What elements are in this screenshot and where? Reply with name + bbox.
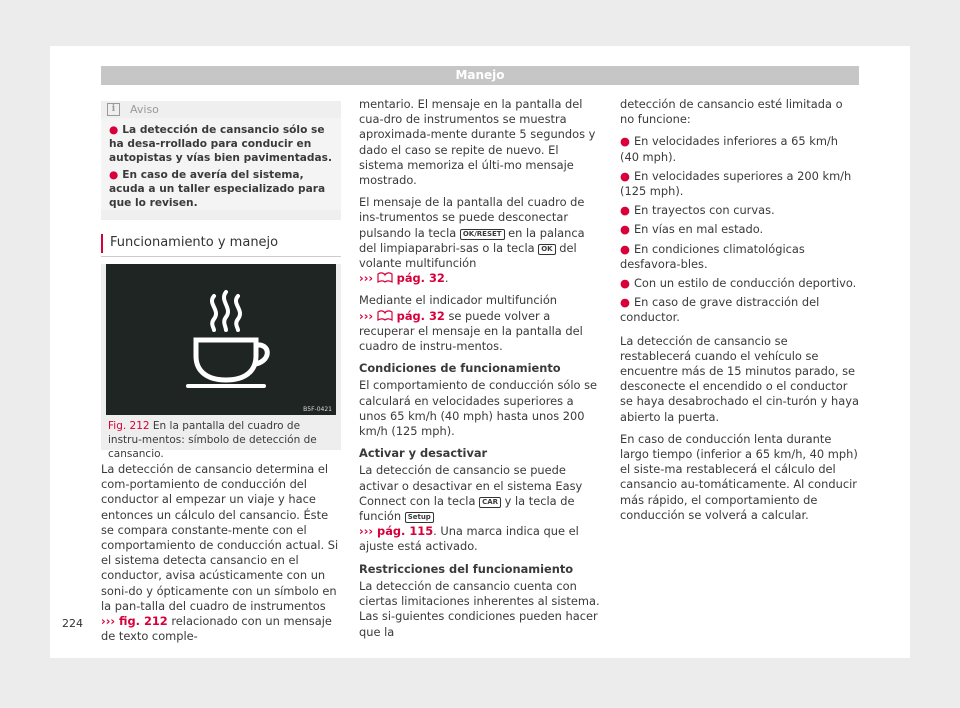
list-item: ● En condiciones climatológicas desfavora-bles. [620, 241, 805, 271]
paragraph: La detección de cansancio cuenta con ciertas limitaciones inherentes al sistema. Las si-guientes condiciones pueden hacer que la [359, 578, 600, 639]
okreset-key-icon: OK/RESET [460, 229, 505, 240]
paragraph: detección de cansancio esté limitada o no funcione: [620, 97, 843, 127]
paragraph: El comportamiento de conducción sólo se calculará en velocidades superiores a unos 65 km/h (40 mph) hasta unos 200 km/h (125 mph). [359, 378, 598, 439]
bullet-dot-icon: ● [620, 241, 630, 256]
paragraph: En caso de conducción lenta durante largo tiempo (inferior a 65 km/h, 40 mph) el siste-ma restablecerá el cálculo del cansancio au-tomáticamente. Al conducir más rápido, el comportamiento de conducción se volverá a calcular. [620, 431, 858, 522]
warning-bullet: ● En caso de avería del sistema, acuda a un taller especializado para que lo revisen. [109, 169, 326, 209]
warning-header [101, 101, 341, 118]
figure-code: B5F-0421 [303, 406, 332, 413]
figure-caption: Fig. 212 En la pantalla del cuadro de instru-mentos: símbolo de detección de cansancio. [108, 420, 317, 460]
setup-key-icon: Setup [405, 512, 434, 523]
coffee-cup-icon [106, 264, 336, 415]
list-item: ● Con un estilo de conducción deportivo. [620, 276, 857, 291]
column-left [101, 101, 341, 220]
paragraph: La detección de cansancio determina el com-portamiento de conducción del conductor al empezar un viaje y hace entonces un cálculo del cansancio. Éste se compara constante-mente con el comportamiento de conducción actual. Si el sistema detecta cansancio en el conductor, avisa acústicamente con un soni-do y ópticamente con un símbolo en la pan-talla del cuadro de instrumentos ››› fig. 212 relacionado con un mensaje de texto comple- [101, 462, 339, 644]
book-icon [377, 272, 393, 283]
bullet-dot-icon: ● [620, 168, 630, 183]
bullet-dot-icon: ● [620, 203, 630, 218]
book-icon [377, 310, 393, 321]
paragraph: Mediante el indicador multifunción ››› pág. 32 se puede volver a recuperar el mensaje en la pantalla del cuadro de instru-mentos. [359, 293, 583, 354]
list-item: ● En caso de grave distracción del conductor. [620, 295, 820, 325]
bullet-dot-icon: ● [620, 222, 630, 237]
figure-212 [101, 264, 341, 460]
figure-label: Fig. 212 [108, 420, 150, 432]
list-item: ● En velocidades inferiores a 65 km/h (40 mph). [620, 134, 838, 164]
column-right [620, 97, 860, 530]
warning-title: Aviso [130, 102, 159, 116]
ref-arrow: ››› [101, 614, 116, 629]
instrument-display-image [106, 264, 336, 415]
bullet-dot-icon: ● [620, 134, 630, 149]
page-number: 224 [62, 617, 83, 630]
bullet-dot-icon: ● [620, 295, 630, 310]
subheading: Condiciones de funcionamiento [359, 361, 561, 376]
page-link[interactable]: pág. 32 [392, 308, 445, 323]
list-item: ● En vías en mal estado. [620, 222, 764, 237]
bullet-dot-icon: ● [620, 276, 630, 291]
warning-body [101, 118, 341, 210]
paragraph: mentario. El mensaje en la pantalla del cua-dro de instrumentos se muestra aproximada-mente durante 5 segundos y dado el caso se repite de nuevo. El sistema memoriza el últi-mo mensaje mostrado. [359, 97, 596, 188]
bullet-dot-icon: ● [109, 169, 119, 181]
figure-link[interactable]: fig. 212 [115, 614, 168, 629]
section-title: Funcionamiento y manejo [101, 235, 341, 257]
page-link[interactable]: pág. 115 [373, 524, 434, 539]
bullet-dot-icon: ● [109, 124, 119, 136]
paragraph: El mensaje de la pantalla del cuadro de ins-trumentos se puede desconectar pulsando la tecla OK/RESET en la palanca del limpiaparabri-sas o la tecla OK del volante multifunción ››› pág. 32. [359, 195, 585, 286]
paragraph: La detección de cansancio se restablecerá cuando el vehículo se encuentre más de 15 minutos parado, se desconecte el encendido o el conductor se haya desabrochado el cin-turón y haya abierto la puerta. [620, 333, 859, 424]
warning-bullet: ● La detección de cansancio sólo se ha desa-rrollado para conducir en autopistas y vías bien pavimentadas. [109, 124, 332, 164]
list-item: ● En velocidades superiores a 200 km/h (125 mph). [620, 168, 852, 199]
column-left-body [101, 462, 341, 651]
page-link[interactable]: pág. 32 [392, 271, 445, 286]
info-icon: i [107, 103, 120, 116]
subheading: Restricciones del funcionamiento [359, 561, 574, 576]
column-middle [359, 97, 601, 647]
paragraph: La detección de cansancio se puede activar o desactivar en el sistema Easy Connect con la tecla CAR y la tecla de función Setup ››› pág. 115. Una marca indica que el ajuste está activado. [359, 463, 583, 554]
warning-box [101, 101, 341, 220]
list-item: ● En trayectos con curvas. [620, 203, 775, 218]
page-header-title: Manejo [455, 68, 505, 82]
subheading: Activar y desactivar [359, 446, 488, 461]
car-key-icon: CAR [479, 497, 501, 508]
ok-key-icon: OK [538, 244, 555, 255]
